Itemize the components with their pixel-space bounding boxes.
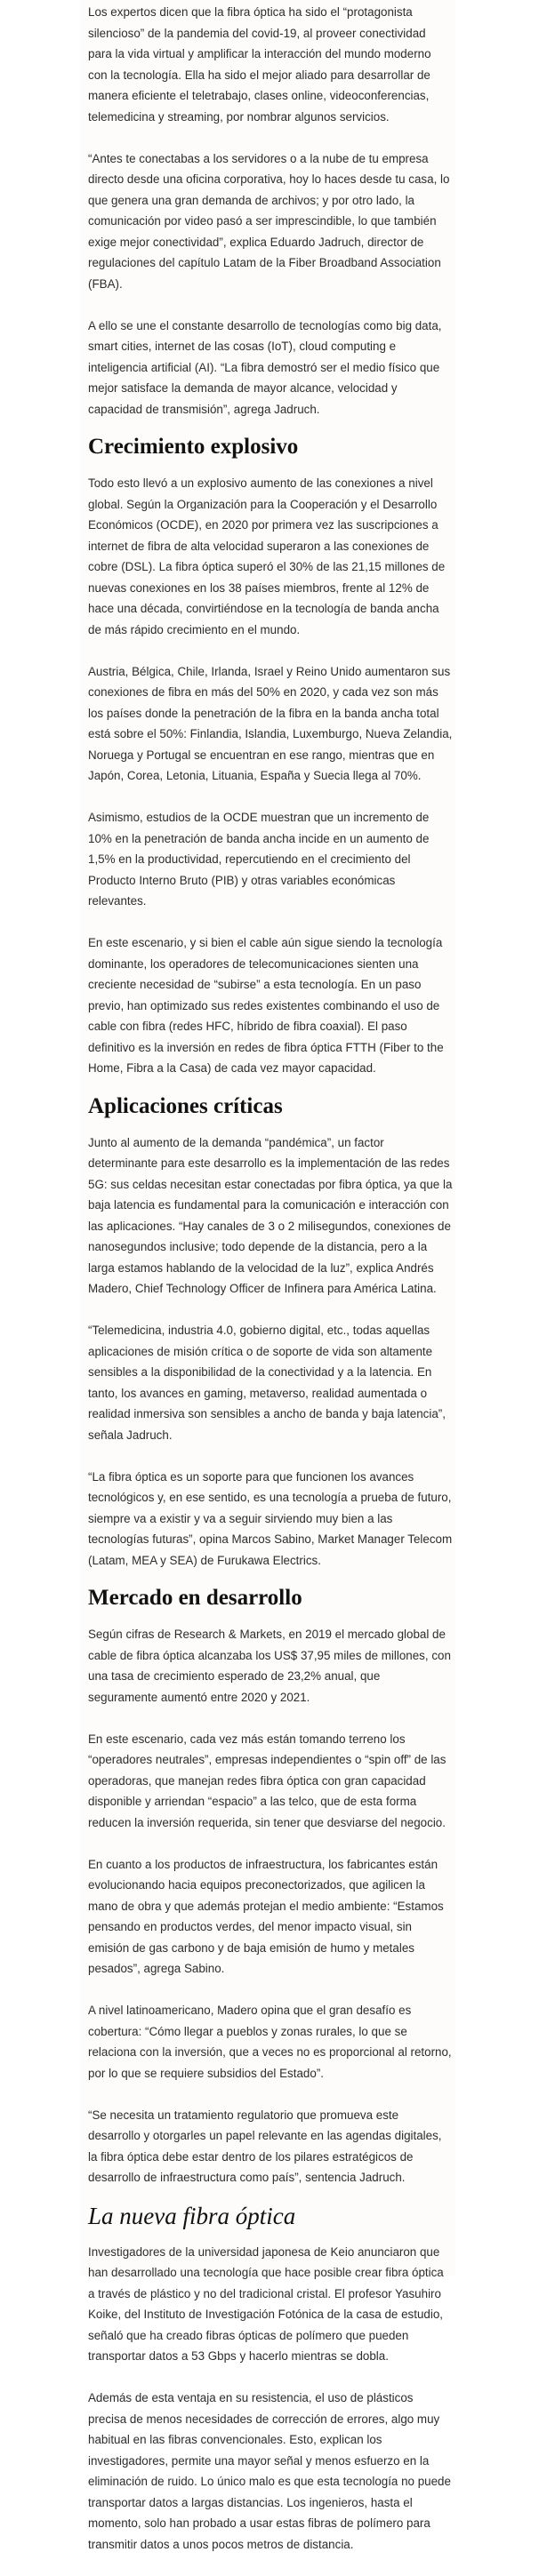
paragraph: “La fibra óptica es un soporte para que funcionen los avances tecnológicos y, en ese sentido, es una tecnología a prueba de futuro, siempre va a existir y va a seguir sirviendo muy bien a las tecnologías futuras”, opina Marcos Sabino, Market Manager Telecom (Latam, MEA y SEA) de Furukawa Electrics. [88,1469,453,1567]
paragraph: En este escenario, cada vez más están tomando terreno los “operadores neutrales”, empresas independientes o “spin off” de las operadoras, que manejan redes fibra óptica con gran capacidad disponible y arriendan “espacio” a las telco, que de esta forma reducen la inversión requerida, sin tener que desviarse del negocio. [88,1732,446,1829]
paragraph: Según cifras de Research & Markets, en 2019 el mercado global de cable de fibra óptica alcanzaba los US$ 37,95 miles de millones, con una tasa de crecimiento esperado de 23,2% anual, que seguramente aumentó entre 2020 y 2021. [88,1628,451,1704]
section-heading: Crecimiento explosivo [88,435,299,459]
article-body [88,2,453,2576]
paragraph: Los expertos dicen que la fibra óptica ha sido el “protagonista silencioso” de la pandemia del covid-19, al proveer conectividad para la vida virtual y amplificar la interacción del mundo moderno con la tecnología. Ella ha sido el mejor aliado para desarrollar de manera eficiente el teletrabajo, clases online, videoconferencias, telemedicina y streaming, por nombrar algunos servicios. [88,5,431,124]
paragraph: Todo esto llevó a un explosivo aumento de las conexiones a nivel global. Según la Organización para la Cooperación y el Desarrollo Económicos (OCDE), en 2020 por primera vez las suscripciones a internet de fibra de alta velocidad superaron a las conexiones de cobre (DSL). La fibra óptica superó el 30% de las 21,15 millones de nuevas conexiones en los 38 países miembros, frente al 12% de hace una década, convirtiéndose en la tecnología de banda ancha de más rápido crecimiento en el mundo. [88,476,446,636]
section-aplicaciones-criticas [88,1093,453,1572]
paragraph: Investigadores de la universidad japonesa de Keio anunciaron que han desarrollado una tecnología que hace posible crear fibra óptica a través de plástico y no del tradicional cristal. El profesor Yasuhiro Koike, del Instituto de Investigación Fotónica de la casa de estudio, señaló que ha creado fibras ópticas de polímero que pueden transportar datos a 53 Gbps y hacerlo mientras se dobla. [88,2244,444,2363]
section-intro [88,2,453,420]
section-heading: La nueva fibra óptica [88,2202,296,2229]
paragraph: “Se necesita un tratamiento regulatorio que promueva este desarrollo y otorgarles un papel relevante en las agendas digitales, la fibra óptica debe estar dentro de los pilares estratégicos de desarrollo de infraestructura como país”, sentencia Jadruch. [88,2108,442,2184]
paragraph: “Antes te conectabas a los servidores o a la nube de tu empresa directo desde una oficina corporativa, hoy lo haces desde tu casa, lo que genera una gran demanda de archivos; y por otro lado, la comunicación por video pasó a ser imprescindible, lo que también exige mejor conectividad”, explica Eduardo Jadruch, director de regulaciones del capítulo Latam de la Fiber Broadband Association (FBA). [88,151,450,291]
paragraph: “Telemedicina, industria 4.0, gobierno digital, etc., todas aquellas aplicaciones de misión crítica o de soporte de vida son altamente sensibles a la disponibilidad de la conectividad y a la latencia. En tanto, los avances en gaming, metaverso, realidad aumentada o realidad inmersiva son sensibles a ancho de banda y baja latencia”, señala Jadruch. [88,1324,446,1442]
paragraph: En cuanto a los productos de infraestructura, los fabricantes están evolucionando hacia equipos preconectorizados, que agilicen la mano de obra y que además protejan el medio ambiente: “Estamos pensando en productos verdes, del menor impacto visual, sin emisión de gas carbono y de baja emisión de humo y metales pesados”, agrega Sabino. [88,1857,444,1975]
section-heading: Mercado en desarrollo [88,1586,302,1610]
paragraph: Junto al aumento de la demanda “pandémica”, un factor determinante para este desarrollo es la implementación de las redes 5G: sus celdas necesitan estar conectadas por fibra óptica, ya que la baja latencia es fundamental para la comunicación e interacción con las aplicaciones. “Hay canales de 3 o 2 milisegundos, conexiones de nanosegundos inclusive; todo depende de la distancia, pero a la larga estamos hablando de la velocidad de la luz”, explica Andrés Madero, Chief Technology Officer de Infinera para América Latina. [88,1135,453,1295]
section-crecimiento-explosivo [88,434,453,1079]
paragraph: A ello se une el constante desarrollo de tecnologías como big data, smart cities, internet de las cosas (IoT), cloud computing e inteligencia artificial (AI). “La fibra demostró ser el medio físico que mejor satisface la demanda de mayor alcance, velocidad y capacidad de transmisión”, agrega Jadruch. [88,318,442,416]
section-mercado-en-desarrollo [88,1585,453,2188]
paragraph: En este escenario, y si bien el cable aún sigue siendo la tecnología dominante, los operadores de telecomunicaciones sienten una creciente necesidad de “subirse” a esta tecnología. En un paso previo, han optimizado sus redes existentes combinando el uso de cable con fibra (redes HFC, híbrido de fibra coaxial). El paso definitivo es la inversión en redes de fibra óptica FTTH (Fiber to the Home, Fibra a la Casa) de cada vez mayor capacidad. [88,936,444,1075]
section-la-nueva-fibra-optica [88,2203,453,2556]
paragraph: A nivel latinoamericano, Madero opina que el gran desafío es cobertura: “Cómo llegar a pueblos y zonas rurales, lo que se relaciona con la inversión, que a veces no es proporcional al retorno, por lo que se requiere subsidios del Estado”. [88,2004,452,2080]
paragraph: Austria, Bélgica, Chile, Irlanda, Israel y Reino Unido aumentaron sus conexiones de fibra en más del 50% en 2020, y cada vez son más los países donde la penetración de la fibra en la banda ancha total está sobre el 50%: Finlandia, Islandia, Luxemburgo, Nueva Zelandia, Noruega y Portugal se encuentran en ese rango, mientras que en Japón, Corea, Letonia, Lituania, España y Suecia llega al 70%. [88,664,453,782]
section-heading: Aplicaciones críticas [88,1093,283,1118]
paragraph: Asimismo, estudios de la OCDE muestran que un incremento de 10% en la penetración de banda ancha incide en un aumento de 1,5% en la productividad, repercutiendo en el crecimiento del Producto Interno Bruto (PIB) y otras variables económicas relevantes. [88,811,430,908]
paragraph: Además de esta ventaja en su resistencia, el uso de plásticos precisa de menos necesidades de corrección de errores, algo muy habitual en las fibras convencionales. Esto, explican los investigadores, permite una mayor señal y menos esfuerzo en la eliminación de ruido. Lo único malo es que esta tecnología no puede transportar datos a largas distancias. Los ingenieros, hasta el momento, solo han probado a usar estas fibras de polímero para transmitir datos a unos pocos metros de distancia. [88,2391,451,2551]
